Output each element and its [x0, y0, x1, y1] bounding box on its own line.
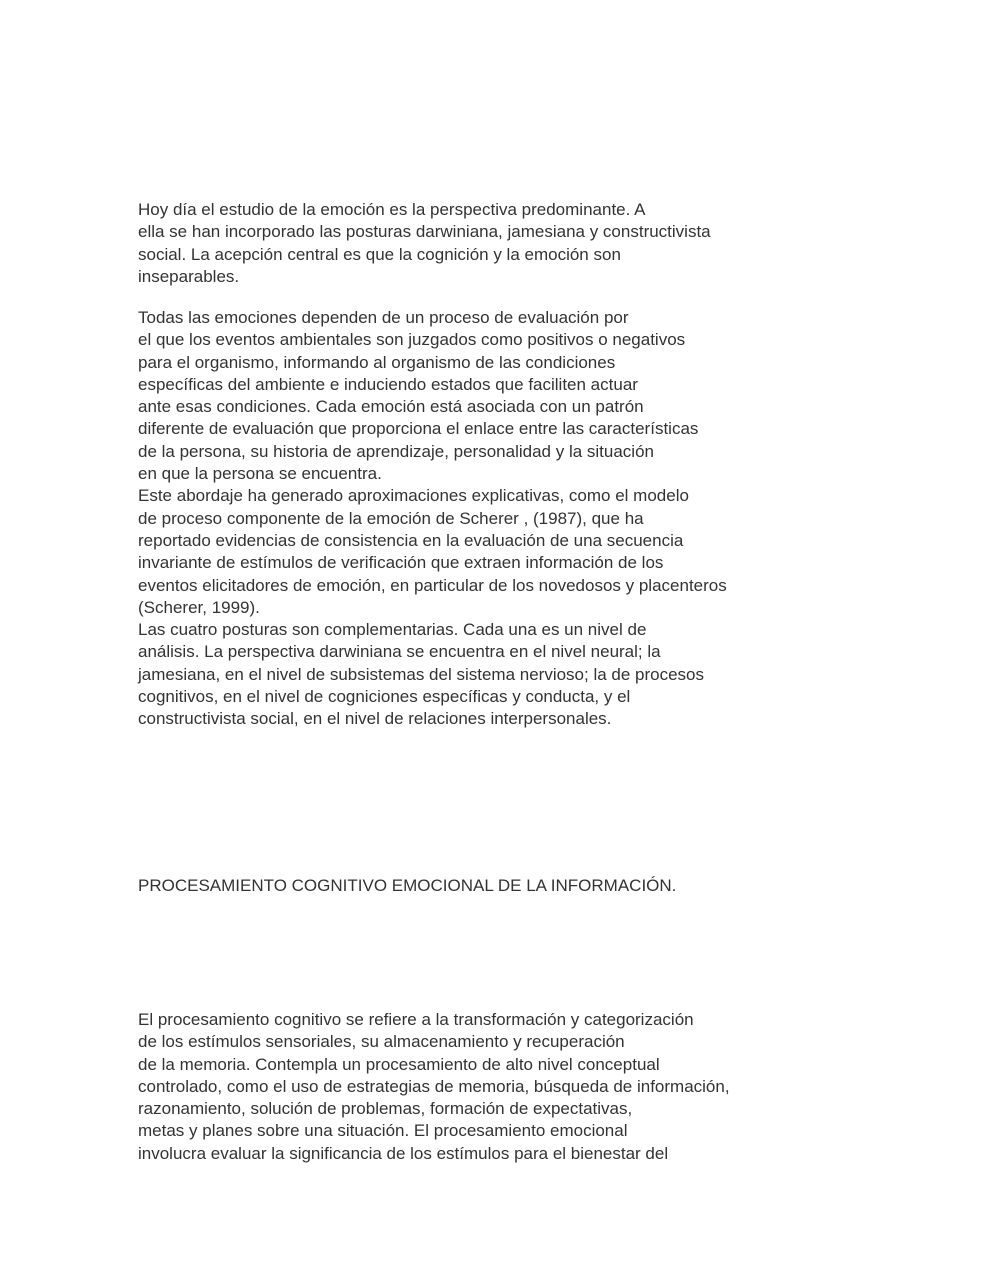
text-line: de la memoria. Contempla un procesamiento de alto nivel conceptual: [138, 1054, 660, 1074]
text-line: de proceso componente de la emoción de Scherer , (1987), que ha: [138, 508, 644, 528]
text-line: social. La acepción central es que la cognición y la emoción son: [138, 244, 621, 264]
text-line: eventos elicitadores de emoción, en particular de los novedosos y placenteros: [138, 575, 727, 595]
text-line: para el organismo, informando al organismo de las condiciones: [138, 352, 616, 372]
paragraph-processing: [138, 1009, 838, 1165]
text-line: Todas las emociones dependen de un proceso de evaluación por: [138, 308, 629, 327]
paragraph-evaluation: [138, 307, 838, 731]
text-line: invariante de estímulos de verificación que extraen información de los: [138, 553, 664, 573]
text-line: diferente de evaluación que proporciona el enlace entre las características: [138, 419, 699, 439]
text-line: (Scherer, 1999).: [138, 597, 260, 617]
text-line: cognitivos, en el nivel de cogniciones específicas y conducta, y el: [138, 687, 631, 707]
text-line: razonamiento, solución de problemas, formación de expectativas,: [138, 1099, 633, 1119]
section-heading: PROCESAMIENTO COGNITIVO EMOCIONAL DE LA INFORMACIÓN.: [138, 876, 677, 895]
text-line: en que la persona se encuentra.: [138, 464, 382, 484]
text-line: de la persona, su historia de aprendizaje, personalidad y la situación: [138, 441, 654, 461]
text-line: metas y planes sobre una situación. El procesamiento emocional: [138, 1121, 628, 1141]
text-line: ante esas condiciones. Cada emoción está asociada con un patrón: [138, 397, 644, 417]
text-line: Hoy día el estudio de la emoción es la perspectiva predominante. A: [138, 200, 646, 219]
text-line: involucra evaluar la significancia de los estímulos para el bienestar del: [138, 1143, 669, 1163]
text-line: El procesamiento cognitivo se refiere a la transformación y categorización: [138, 1010, 694, 1029]
text-line: de los estímulos sensoriales, su almacenamiento y recuperación: [138, 1032, 625, 1052]
text-line: Este abordaje ha generado aproximaciones explicativas, como el modelo: [138, 486, 689, 506]
text-line: el que los eventos ambientales son juzgados como positivos o negativos: [138, 330, 686, 350]
text-line: reportado evidencias de consistencia en la evaluación de una secuencia: [138, 530, 684, 550]
paragraph-intro: [138, 199, 838, 288]
text-line: específicas del ambiente e induciendo estados que faciliten actuar: [138, 374, 638, 394]
text-line: inseparables.: [138, 266, 240, 286]
text-line: controlado, como el uso de estrategias de memoria, búsqueda de información,: [138, 1076, 730, 1096]
text-line: ella se han incorporado las posturas darwiniana, jamesiana y constructivista: [138, 222, 711, 242]
text-line: constructivista social, en el nivel de relaciones interpersonales.: [138, 709, 612, 729]
text-line: Las cuatro posturas son complementarias. Cada una es un nivel de: [138, 620, 647, 640]
text-line: jamesiana, en el nivel de subsistemas del sistema nervioso; la de procesos: [138, 664, 705, 684]
text-line: análisis. La perspectiva darwiniana se encuentra en el nivel neural; la: [138, 642, 661, 662]
